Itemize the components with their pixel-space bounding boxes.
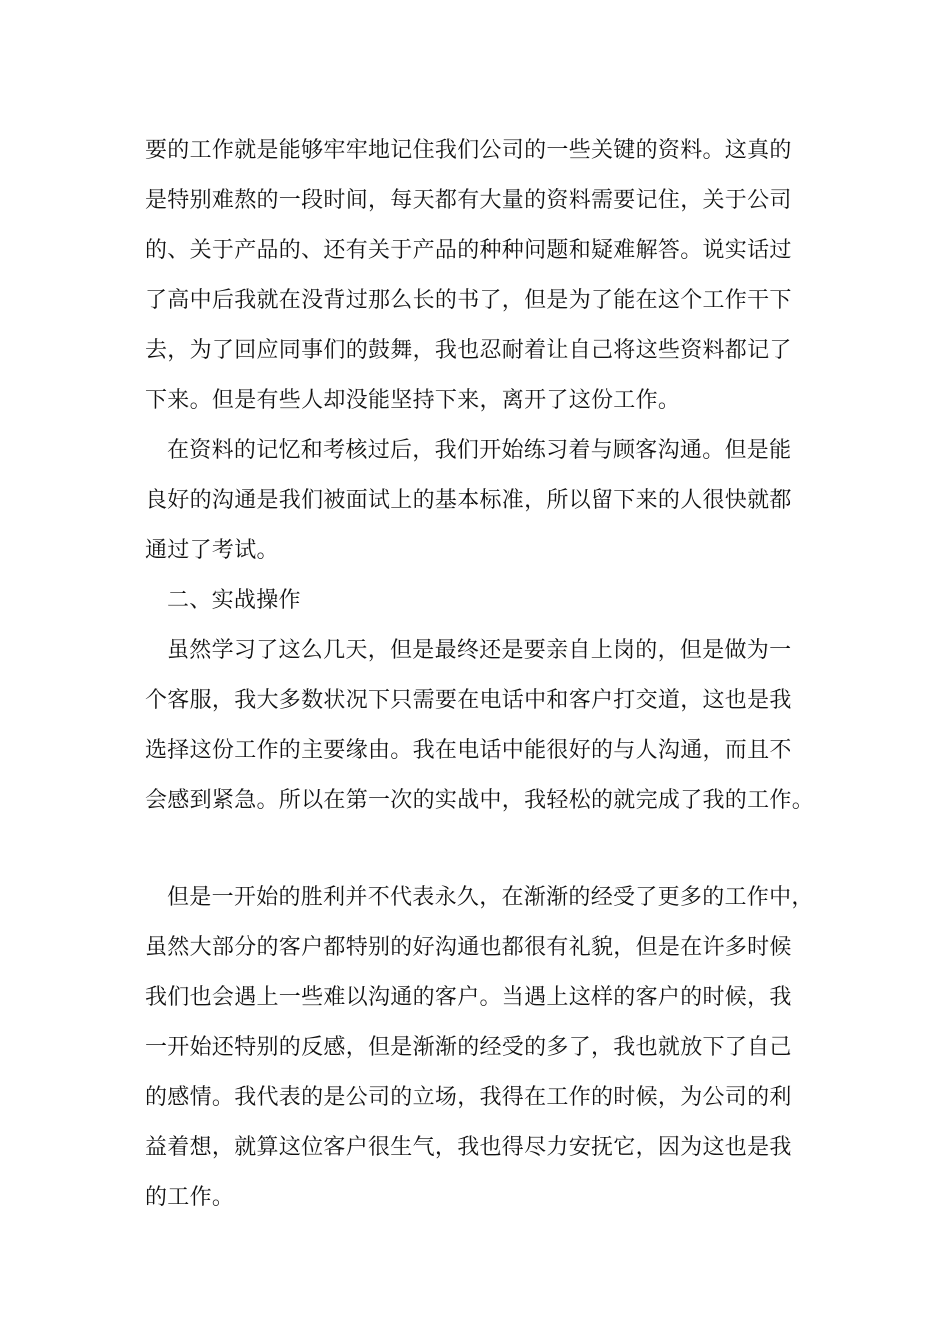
text-line: 一开始还特别的反感，但是渐渐的经受的多了，我也就放下了自己 [145,1035,792,1060]
text-line: 良好的沟通是我们被面试上的基本标准，所以留下来的人很快就都 [145,488,792,513]
section-heading: 二、实战操作 [167,588,301,613]
text-line: 下来。但是有些人却没能坚持下来，离开了这份工作。 [145,388,681,413]
text-line: 的工作。 [145,1185,235,1210]
paragraph-start-line: 在资料的记忆和考核过后，我们开始练习着与顾客沟通。但是能 [167,438,792,463]
text-line: 去，为了回应同事们的鼓舞，我也忍耐着让自己将这些资料都记了 [145,338,792,363]
text-line: 益着想，就算这位客户很生气，我也得尽力安抚它，因为这也是我 [145,1135,792,1160]
text-line: 选择这份工作的主要缘由。我在电话中能很好的与人沟通，而且不 [145,738,792,763]
text-line: 虽然大部分的客户都特别的好沟通也都很有礼貌，但是在许多时候 [145,935,792,960]
text-line: 的、关于产品的、还有关于产品的种种问题和疑难解答。说实话过 [145,238,792,263]
paragraph-start-line: 虽然学习了这么几天，但是最终还是要亲自上岗的，但是做为一 [167,638,792,663]
text-line: 会感到紧急。所以在第一次的实战中，我轻松的就完成了我的工作。 [145,788,815,813]
text-line: 通过了考试。 [145,538,279,563]
text-line: 是特别难熬的一段时间，每天都有大量的资料需要记住，关于公司 [145,188,792,213]
text-line: 要的工作就是能够牢牢地记住我们公司的一些关键的资料。这真的 [145,138,792,163]
text-line: 了高中后我就在没背过那么长的书了，但是为了能在这个工作干下 [145,288,792,313]
text-line: 我们也会遇上一些难以沟通的客户。当遇上这样的客户的时候，我 [145,985,792,1010]
text-line: 个客服，我大多数状况下只需要在电话中和客户打交道，这也是我 [145,688,792,713]
paragraph-start-line: 但是一开始的胜利并不代表永久，在渐渐的经受了更多的工作中， [167,885,814,910]
text-line: 的感情。我代表的是公司的立场，我得在工作的时候，为公司的利 [145,1085,792,1110]
